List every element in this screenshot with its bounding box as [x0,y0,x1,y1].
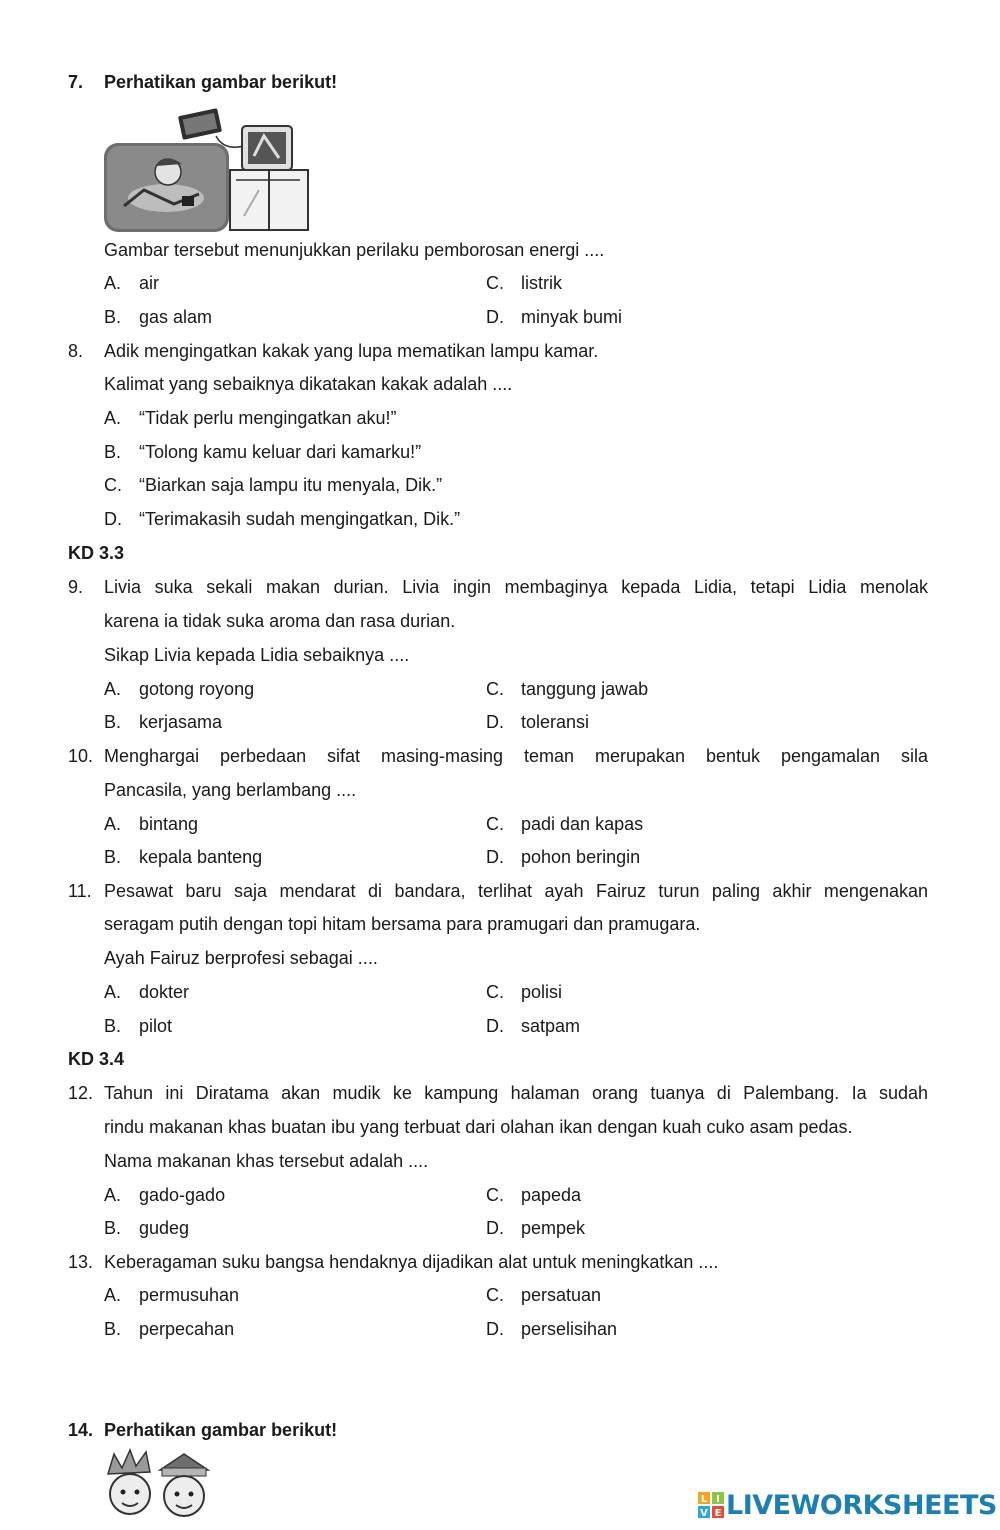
q12-text-3: Nama makanan khas tersebut adalah .... [104,1151,429,1171]
q9-number: 9. [68,577,84,597]
q7-number: 7. [68,72,84,92]
q11-number: 11. [68,881,92,901]
q14-number: 14. [68,1420,94,1440]
option-letter: D. [486,1218,504,1238]
option-text: kerjasama [139,712,223,732]
option-text: kepala banteng [139,847,263,867]
q12-option-b[interactable] [104,1217,189,1239]
option-text: “Tidak perlu mengingatkan aku!” [139,408,397,428]
q12-number: 12. [68,1083,94,1103]
option-letter: D. [486,712,504,732]
q13-option-c[interactable] [486,1284,601,1306]
q11-text-2: seragam putih dengan topi hitam bersama para pramugari dan pramugara. [104,914,701,934]
q9-text-3: Sikap Livia kepada Lidia sebaiknya .... [104,645,410,665]
option-letter: A. [104,408,122,428]
q7-title: Perhatikan gambar berikut! [104,72,338,92]
option-letter: A. [104,1285,122,1305]
option-text: gado-gado [139,1185,226,1205]
option-letter: D. [104,509,122,529]
q8-option-a[interactable] [104,407,396,429]
option-text: air [139,273,160,293]
q8-option-b[interactable] [104,441,421,463]
q9-option-a[interactable] [104,678,254,700]
kd-3-4-heading: KD 3.4 [68,1049,125,1069]
option-text: gudeg [139,1218,190,1238]
option-text: bintang [139,814,199,834]
option-text: listrik [521,273,562,293]
q7-illustration [104,106,310,234]
option-text: pilot [139,1016,173,1036]
q10-option-c[interactable] [486,813,643,835]
q8-number: 8. [68,341,84,361]
option-letter: B. [104,1016,122,1036]
q10-number: 10. [68,746,94,766]
option-letter: A. [104,814,122,834]
q7-option-a[interactable] [104,272,159,294]
q8-option-c[interactable] [104,474,442,496]
option-text: “Tolong kamu keluar dari kamarku!” [139,442,422,462]
option-text: polisi [521,982,563,1002]
liveworksheets-logo [698,1490,997,1520]
option-text: satpam [521,1016,581,1036]
liveworksheets-wordmark: LIVEWORKSHEETS [726,1489,997,1521]
q8-text-1: Adik mengingatkan kakak yang lupa mematikan lampu kamar. [104,341,599,361]
option-letter: B. [104,1319,122,1339]
q11-text-1: Pesawat baru saja mendarat di bandara, terlihat ayah Fairuz turun paling akhir mengenakan [104,881,928,901]
option-letter: C. [486,1285,504,1305]
q9-text-1: Livia suka sekali makan durian. Livia ingin membaginya kepada Lidia, tetapi Lidia menolak [104,577,928,597]
option-text: perselisihan [521,1319,618,1339]
option-letter: B. [104,712,122,732]
q7-option-b[interactable] [104,306,212,328]
option-text: “Terimakasih sudah mengingatkan, Dik.” [139,509,461,529]
q11-text-3: Ayah Fairuz berprofesi sebagai .... [104,948,378,968]
q7-option-c[interactable] [486,272,562,294]
option-letter: C. [486,1185,504,1205]
option-text: gas alam [139,307,213,327]
option-text: pohon beringin [521,847,641,867]
option-letter: A. [104,1185,122,1205]
kd-3-3-heading: KD 3.3 [68,543,125,563]
logo-glyph-i: I [716,1494,720,1505]
liveworksheets-logo-icon [698,1492,724,1518]
option-text: perpecahan [139,1319,235,1339]
option-letter: D. [486,847,504,867]
option-letter: C. [486,814,504,834]
option-letter: D. [486,1319,504,1339]
q13-option-b[interactable] [104,1318,234,1340]
option-text: gotong royong [139,679,255,699]
q10-text-2: Pancasila, yang berlambang .... [104,780,357,800]
q14-illustration [102,1448,212,1525]
option-text: persatuan [521,1285,602,1305]
q12-text-1: Tahun ini Diratama akan mudik ke kampung halaman orang tuanya di Palembang. Ia sudah [104,1083,928,1103]
q8-text-2: Kalimat yang sebaiknya dikatakan kakak adalah .... [104,374,513,394]
option-letter: B. [104,307,122,327]
logo-glyph-e: E [714,1508,722,1518]
q11-option-b[interactable] [104,1015,172,1037]
q12-option-c[interactable] [486,1184,581,1206]
q10-option-b[interactable] [104,846,262,868]
option-text: “Biarkan saja lampu itu menyala, Dik.” [139,475,443,495]
q10-text-1: Menghargai perbedaan sifat masing-masing teman merupakan bentuk pengamalan sila [104,746,928,766]
q12-option-d[interactable] [486,1217,585,1239]
q13-number: 13. [68,1252,94,1272]
option-text: permusuhan [139,1285,240,1305]
q11-option-c[interactable] [486,981,562,1003]
option-letter: B. [104,847,122,867]
q13-option-d[interactable] [486,1318,617,1340]
q13-text-1: Keberagaman suku bangsa hendaknya dijadikan alat untuk meningkatkan .... [104,1252,719,1272]
option-text: dokter [139,982,190,1002]
q10-option-d[interactable] [486,846,640,868]
logo-glyph-v: V [700,1508,708,1518]
q7-option-d[interactable] [486,306,622,328]
q9-text-2: karena ia tidak suka aroma dan rasa durian. [104,611,456,631]
q7-prompt: Gambar tersebut menunjukkan perilaku pemborosan energi .... [104,240,605,260]
q9-option-c[interactable] [486,678,648,700]
option-text: minyak bumi [521,307,623,327]
option-text: tanggung jawab [521,679,649,699]
option-letter: B. [104,442,122,462]
option-text: pempek [521,1218,586,1238]
q9-option-d[interactable] [486,711,589,733]
q9-option-b[interactable] [104,711,222,733]
option-letter: A. [104,982,122,1002]
q12-option-a[interactable] [104,1184,225,1206]
logo-glyph-l: L [700,1494,708,1505]
option-letter: C. [486,982,504,1002]
option-letter: D. [486,307,504,327]
option-letter: D. [486,1016,504,1036]
q13-option-a[interactable] [104,1284,239,1306]
option-text: toleransi [521,712,590,732]
q14-title: Perhatikan gambar berikut! [104,1420,338,1440]
option-letter: A. [104,273,122,293]
q12-text-2: rindu makanan khas buatan ibu yang terbuat dari olahan ikan dengan kuah cuko asam pedas. [104,1117,853,1137]
q10-option-a[interactable] [104,813,198,835]
option-letter: C. [486,679,504,699]
option-letter: C. [486,273,504,293]
option-letter: C. [104,475,122,495]
option-text: papeda [521,1185,582,1205]
option-text: padi dan kapas [521,814,644,834]
option-letter: A. [104,679,122,699]
q11-option-a[interactable] [104,981,189,1003]
q11-option-d[interactable] [486,1015,580,1037]
option-letter: B. [104,1218,122,1238]
q8-option-d[interactable] [104,508,460,530]
